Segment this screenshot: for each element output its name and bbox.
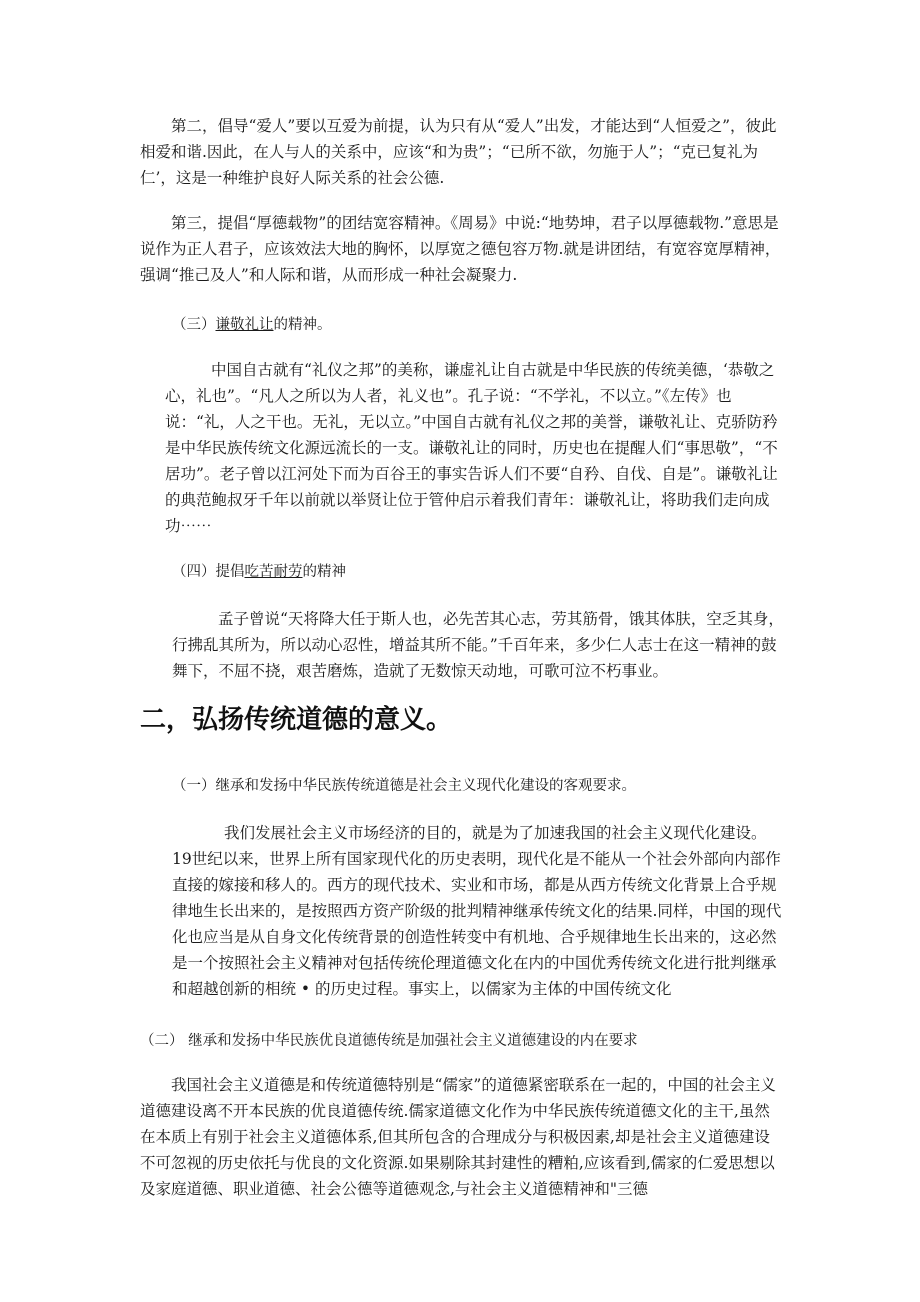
paragraph-second-love: 第二，倡导“爱人”要以互爱为前提，认为只有从“爱人”出发，才能达到“人恒爱之”，彼此相爱和谐.因此，在人与人的关系中，应该“和为贵”；“已所不欲，勿施于人”；“克已复礼为仁’，这是一种维护良好人际关系的社会公德.	[140, 117, 777, 187]
subheading-modernization: （一）继承和发扬中华民族传统道德是社会主义现代化建设的客观要求。	[172, 778, 636, 794]
paragraph-modernization: 我们发展社会主义市场经济的目的，就是为了加速我国的社会主义现代化建设。19世纪以来，世界上所有国家现代化的历史表明，现代化是不能从一个社会外部向内部作直接的嫁接和移人的。西方的现代技术、实业和市场，都是从西方传统文化背景上合乎规律地生长出来的，是按照西方资产阶级的批判精神继承传统文化的结果.同样，中国的现代化也应当是从自身文化传统背景的创造性转变中有机地、合乎规律地生长出来的，这必然是一个按照社会主义精神对包括传统伦理道德文化在内的中国优秀传统文化进行批判继承和超越创新的相统 • 的历史过程。事实上，以儒家为主体的中国传统文化	[172, 824, 782, 998]
paragraph-hardwork: 孟子曾说“天将降大任于斯人也，必先苦其心志，劳其筋骨，饿其体肤，空乏其身，行拂乱其所为，所以动心忍性，增益其所不能。”千百年来，多少仁人志士在这一精神的鼓舞下，不屈不挠，艰苦磨炼，造就了无数惊天动地，可歌可泣不朽事业。	[172, 610, 784, 680]
paragraph-third-virtue: 第三，提倡“厚德载物”的团结宽容精神。《周易》中说:“地势坤，君子以厚德载物.”意思是说作为正人君子，应该效法大地的胸怀，以厚宽之德包容万物.就是讲团结，有宽容宽厚精神，强调“推己及人”和人际和谐，从而形成一种社会凝聚力.	[140, 214, 781, 284]
paragraph-modesty: 中国自古就有“礼仪之邦”的美称，谦虚礼让自古就是中华民族的传统美德，‘恭敬之心，礼也”。“凡人之所以为人者，礼义也”。孔子说：“不学礼，不以立。”《左传》也说：“礼，人之干也。无礼，无以立。”中国自古就有礼仪之邦的美誉，谦敬礼让、克骄防矜是中华民族传统文化源远流长的一支。谦敬礼让的同时，历史也在提醒人们“事思敬”，“不居功”。老子曾以江河处下而为百谷王的事实告诉人们不要“自矜、自伐、自是”。谦敬礼让的典范鲍叔牙千年以前就以举贤让位于管仲启示着我们青年：谦敬礼让，将助我们走向成功⋯⋯	[165, 361, 778, 535]
section-heading-significance: 二，弘扬传统道德的意义。	[140, 705, 453, 735]
subheading-modesty: （三）谦敬礼让的精神。	[172, 317, 332, 333]
paragraph-moral-construction: 我国社会主义道德是和传统道德特别是“儒家”的道德紧密联系在一起的，中国的社会主义道德建设离不开本民族的优良道德传统.儒家道德文化作为中华民族传统道德文化的主干,虽然在本质上有别于社会主义道德体系,但其所包含的合理成分与积极因素,却是社会主义道德建设不可忽视的历史依托与优良的文化资源.如果剔除其封建性的糟粕,应该看到,儒家的仁爱思想以及家庭道德、职业道德、社会公德等道德观念,与社会主义道德精神和"三德	[140, 1076, 776, 1198]
subheading-moral-construction: （二） 继承和发扬中华民族优良道德传统是加强社会主义道德建设的内在要求	[140, 1033, 638, 1049]
subheading-hardwork: （四）提倡吃苦耐劳的精神	[172, 564, 346, 580]
